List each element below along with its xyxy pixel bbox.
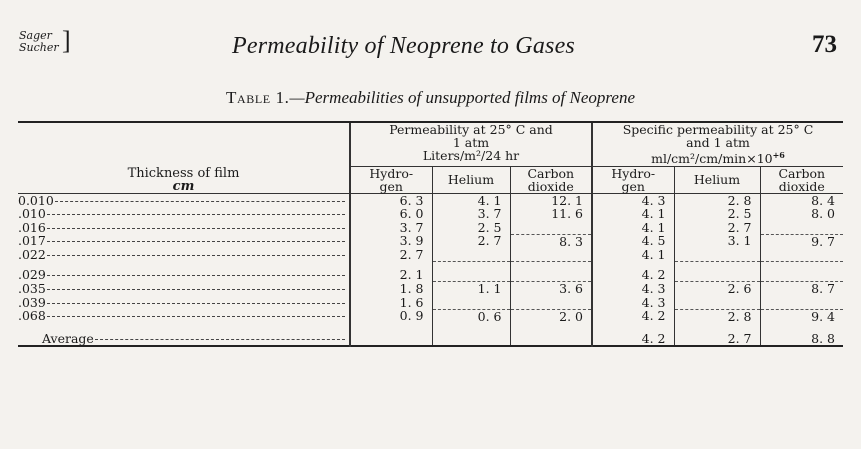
cell-value: 4. 2	[641, 308, 666, 324]
dot-leader	[47, 275, 345, 276]
dot-leader	[55, 201, 345, 202]
col-hydrogen-1	[350, 166, 432, 193]
value-cell	[674, 282, 760, 296]
cell-value: 4. 2	[641, 330, 666, 346]
cell-value: 8. 4	[811, 193, 835, 209]
column-header-line: gen	[621, 178, 645, 194]
value-cell	[350, 234, 432, 248]
table-row	[18, 248, 843, 262]
page-number: 73	[812, 31, 837, 58]
value-cell	[760, 207, 843, 220]
thickness-value: .017	[18, 233, 46, 249]
cell-value: 4. 3	[641, 193, 666, 209]
dot-leader	[47, 255, 345, 256]
dot-leader	[47, 289, 345, 290]
value-cell	[592, 220, 674, 234]
value-cell	[674, 295, 760, 309]
cell-value: 0. 9	[399, 308, 424, 324]
col-co2-2	[760, 166, 843, 193]
table-row	[18, 268, 843, 282]
thickness-header	[18, 123, 350, 194]
table-caption-text: —Permeabilities of unsupported films of Neoprene	[289, 88, 635, 107]
cell-value: 3. 1	[727, 233, 752, 249]
thickness-value: .039	[18, 294, 46, 310]
value-cell	[592, 268, 674, 282]
permeability-table	[18, 121, 843, 347]
thickness-cell	[18, 234, 350, 248]
permeability-group-header	[350, 123, 592, 166]
page-title: Permeability of Neoprene to Gases	[232, 33, 575, 59]
cell-value: 2. 7	[727, 219, 752, 235]
group-header-line: Liters/m²/24 hr	[422, 148, 520, 163]
cell-value: 6. 3	[399, 193, 424, 209]
cell-value: 8. 0	[811, 206, 835, 222]
column-header-line: Carbon	[778, 165, 826, 181]
value-cell	[350, 207, 432, 220]
cell-value: 2. 5	[477, 219, 502, 235]
value-cell	[350, 220, 432, 234]
value-cell	[510, 194, 592, 207]
group-header-line: and 1 atm	[686, 135, 750, 150]
value-cell	[432, 282, 510, 296]
thickness-value: .022	[18, 247, 46, 263]
value-cell	[432, 268, 510, 282]
cell-value: 2. 5	[727, 206, 752, 222]
author-name: Sucher	[19, 41, 59, 54]
thickness-cell	[18, 282, 350, 296]
value-cell	[510, 268, 592, 282]
exponent: +6	[772, 150, 785, 160]
value-cell	[350, 295, 432, 309]
table-row	[18, 207, 843, 220]
value-cell	[760, 295, 843, 309]
value-cell	[510, 220, 592, 234]
group-header-line: 1 atm	[452, 135, 490, 150]
table-caption-label: Table 1.	[226, 88, 290, 107]
cell-value: 2. 8	[727, 308, 752, 324]
dot-leader	[47, 228, 345, 229]
thickness-cell	[18, 295, 350, 309]
value-cell	[350, 282, 432, 296]
value-cell	[592, 295, 674, 309]
column-header-line: gen	[379, 178, 403, 194]
cell-value: 3. 7	[477, 206, 502, 222]
value-cell	[760, 329, 843, 346]
table-row	[18, 295, 843, 309]
value-cell	[432, 248, 510, 262]
author-names	[19, 30, 59, 54]
group-header-line: Specific permeability at 25° C	[622, 122, 814, 137]
value-cell	[674, 194, 760, 207]
cell-value: 4. 1	[641, 206, 666, 222]
thickness-value: 0.010	[18, 193, 54, 209]
value-cell	[350, 194, 432, 207]
thickness-cell	[18, 220, 350, 234]
cell-value: 2. 0	[559, 308, 583, 324]
cell-value: 12. 1	[551, 193, 583, 209]
average-row	[18, 329, 843, 346]
value-cell	[674, 207, 760, 220]
value-cell	[592, 207, 674, 220]
value-cell	[760, 268, 843, 282]
value-cell	[760, 309, 843, 323]
thickness-value: .010	[18, 206, 46, 222]
column-header-line: Hydro-	[369, 165, 414, 181]
col-co2-1	[510, 166, 592, 193]
thickness-cell	[18, 194, 350, 207]
value-cell	[510, 295, 592, 309]
table-body	[18, 194, 843, 346]
value-cell	[760, 248, 843, 262]
table-row	[18, 220, 843, 234]
value-cell	[350, 309, 432, 323]
cell-value: 9. 4	[811, 308, 835, 324]
value-cell	[510, 248, 592, 262]
col-helium-1	[432, 166, 510, 193]
value-cell	[510, 234, 592, 248]
dot-leader	[47, 303, 345, 304]
dot-leader	[47, 214, 345, 215]
cell-value: 2. 8	[727, 193, 752, 209]
value-cell	[760, 234, 843, 248]
value-cell	[674, 248, 760, 262]
value-cell	[760, 282, 843, 296]
value-cell	[510, 329, 592, 346]
value-cell	[592, 329, 674, 346]
thickness-value: .029	[18, 267, 46, 283]
thickness-value: .016	[18, 219, 46, 235]
column-header-line: Carbon	[527, 165, 575, 181]
value-cell	[432, 194, 510, 207]
value-cell	[510, 207, 592, 220]
col-helium-2	[674, 166, 760, 193]
table-row	[18, 282, 843, 296]
cell-value: 4. 1	[477, 193, 502, 209]
group-header-line: Permeability at 25° C and	[389, 122, 553, 137]
cell-value: 8. 7	[811, 281, 835, 297]
cell-value: 4. 5	[641, 233, 666, 249]
table-caption	[0, 88, 861, 108]
thickness-value: .035	[18, 280, 46, 296]
value-cell	[510, 282, 592, 296]
cell-value: 4. 3	[641, 280, 666, 296]
dot-leader	[95, 339, 345, 340]
thickness-value: .068	[18, 308, 46, 324]
cell-value: 2. 7	[727, 330, 752, 346]
cell-value: 3. 6	[559, 281, 583, 297]
column-header-line: Helium	[693, 172, 741, 188]
value-cell	[432, 234, 510, 248]
value-cell	[350, 268, 432, 282]
cell-value: 1. 8	[399, 280, 424, 296]
value-cell	[350, 329, 432, 346]
thickness-unit: cm	[172, 179, 195, 194]
value-cell	[674, 234, 760, 248]
cell-value: 1. 6	[399, 294, 424, 310]
column-header-line: Helium	[447, 172, 495, 188]
table-row	[18, 194, 843, 207]
cell-value: 4. 1	[641, 247, 666, 263]
value-cell	[674, 309, 760, 323]
cell-value: 11. 6	[551, 206, 583, 222]
cell-value: 1. 1	[477, 281, 502, 297]
group-header-line: ml/cm²/cm/min×10	[651, 151, 773, 166]
value-cell	[432, 295, 510, 309]
cell-value: 0. 6	[477, 308, 502, 324]
cell-value: 3. 9	[399, 233, 424, 249]
value-cell	[432, 309, 510, 323]
column-header-line: Hydro-	[611, 165, 656, 181]
cell-value: 2. 6	[727, 281, 752, 297]
cell-value: 2. 1	[399, 267, 424, 283]
column-header-line: dioxide	[778, 178, 825, 194]
average-label: Average	[42, 330, 94, 346]
thickness-cell	[18, 207, 350, 220]
value-cell	[432, 207, 510, 220]
value-cell	[674, 220, 760, 234]
col-hydrogen-2	[592, 166, 674, 193]
cell-value: 8. 3	[559, 233, 583, 249]
value-cell	[674, 329, 760, 346]
value-cell	[760, 194, 843, 207]
value-cell	[350, 248, 432, 262]
thickness-header-label: Thickness of film	[127, 166, 240, 181]
cell-value: 3. 7	[399, 219, 424, 235]
thickness-cell	[18, 268, 350, 282]
cell-value: 4. 3	[641, 294, 666, 310]
value-cell	[432, 329, 510, 346]
value-cell	[674, 268, 760, 282]
author-name: Sager	[19, 29, 52, 42]
value-cell	[592, 282, 674, 296]
table-row	[18, 309, 843, 323]
specific-permeability-group-header	[592, 123, 843, 166]
value-cell	[510, 309, 592, 323]
column-header-line: dioxide	[527, 178, 574, 194]
cell-value: 4. 2	[641, 267, 666, 283]
cell-value: 6. 0	[399, 206, 424, 222]
value-cell	[592, 234, 674, 248]
cell-value: 9. 7	[811, 233, 835, 249]
dot-leader	[47, 316, 345, 317]
value-cell	[592, 309, 674, 323]
average-label-cell	[18, 329, 350, 346]
cell-value: 4. 1	[641, 219, 666, 235]
dot-leader	[47, 241, 345, 242]
cell-value: 2. 7	[399, 247, 424, 263]
value-cell	[760, 220, 843, 234]
author-bracket: ]	[62, 26, 71, 55]
table-row	[18, 234, 843, 248]
running-head	[0, 0, 861, 70]
value-cell	[432, 220, 510, 234]
thickness-cell	[18, 248, 350, 262]
value-cell	[592, 194, 674, 207]
value-cell	[592, 248, 674, 262]
cell-value: 2. 7	[477, 233, 502, 249]
cell-value: 8. 8	[811, 330, 835, 346]
thickness-cell	[18, 309, 350, 323]
